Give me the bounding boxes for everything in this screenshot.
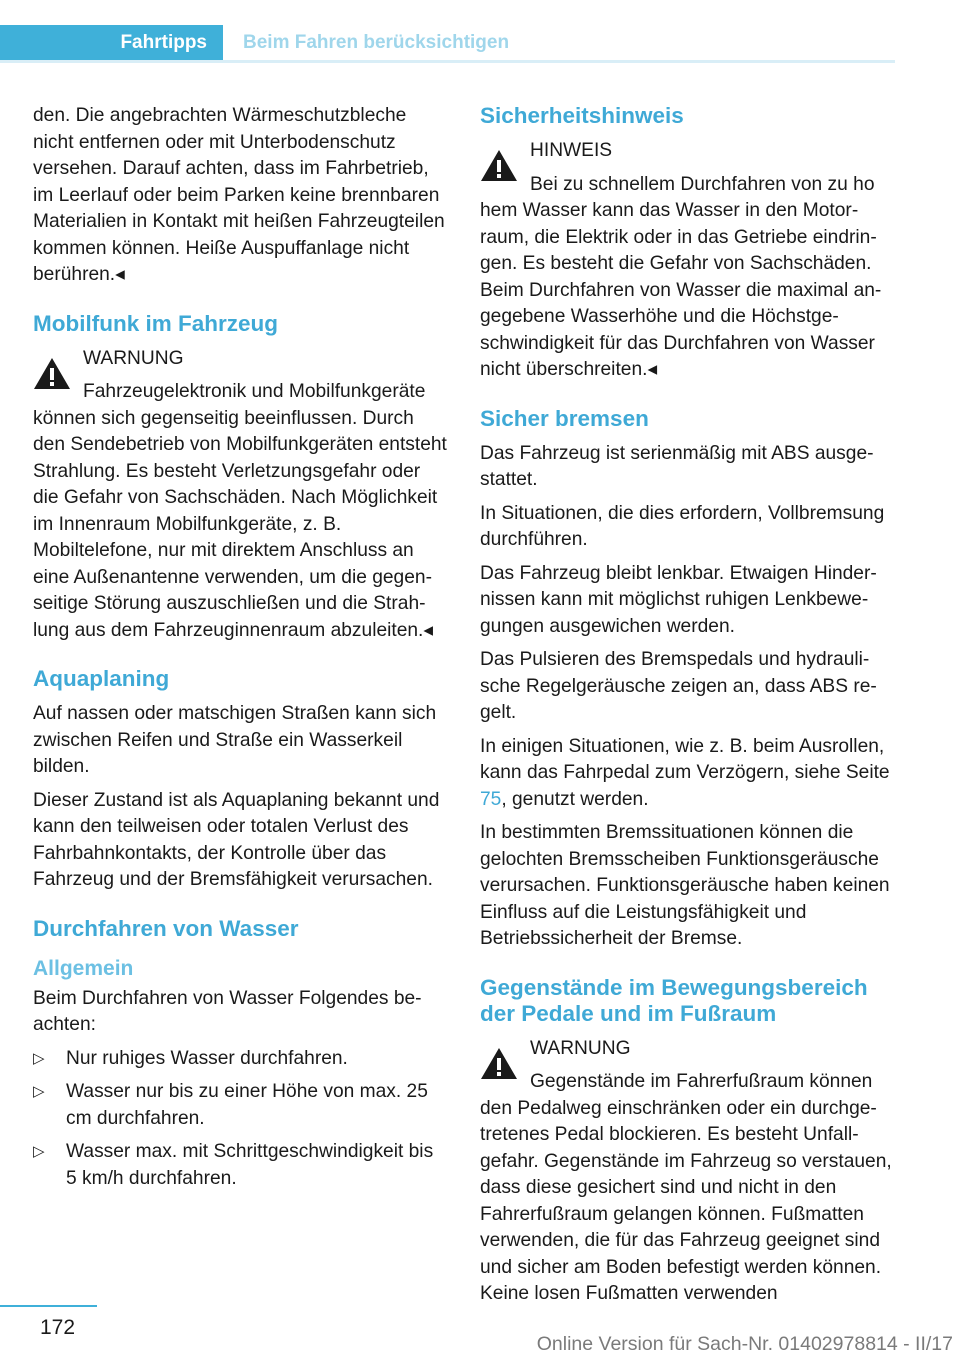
list-item: ▷ Wasser nur bis zu einer Höhe von max. 25 cm durchfahren. — [33, 1081, 428, 1129]
bremsen-paragraph-2: In Situationen, die dies erfordern, Vollbremsung durchführen. — [480, 502, 885, 550]
watermark: Online Version für Sach-Nr. 01402978814 - II/17 — [536, 1333, 953, 1355]
left-column — [33, 103, 448, 1199]
intro-paragraph: den. Die angebrachten Wärmeschutzbleche nicht entfernen oder mit Unterbodenschutz versehen. Darauf achten, dass im Fahrbetrieb, im Leerlauf oder beim Parken keine brennbaren Materialien in Kontakt mit heißen Fahrzeugteilen kommen können. Heiße Auspuffanlage nicht berühren.◂ — [33, 105, 445, 285]
triangle-bullet-icon: ▷ — [33, 1083, 45, 1100]
warning-label: WARNUNG — [530, 1037, 631, 1059]
section-tab: Beim Fahren berücksichtigen — [243, 31, 510, 53]
header-divider — [0, 60, 895, 63]
aquaplaning-paragraph-1: Auf nassen oder matschigen Straßen kann sich zwischen Reifen und Straße ein Wasserkeil bilden. — [33, 703, 437, 777]
list-item: ▷ Nur ruhiges Wasser durchfahren. — [33, 1046, 448, 1073]
heading-bremsen: Sicher bremsen — [480, 405, 649, 431]
warning-block-pedale — [480, 1036, 895, 1308]
triangle-bullet-icon: ▷ — [33, 1143, 45, 1160]
warning-triangle-icon — [480, 148, 518, 182]
heading-mobilfunk: Mobilfunk im Fahrzeug — [33, 310, 278, 336]
list-item: ▷ Wasser max. mit Schrittgeschwindigkeit bis 5 km/h durchfahren. — [33, 1141, 434, 1189]
warning-triangle-icon — [33, 356, 71, 390]
notice-first-line: Bei zu schnellem Durchfahren von zu ho — [530, 173, 875, 195]
warning-first-line: Gegenstände im Fahrerfußraum können — [530, 1071, 873, 1092]
warning-first-line: Fahrzeugelektronik und Mobilfunkgeräte — [83, 381, 426, 402]
wasser-intro: Beim Durchfahren von Wasser Folgendes beachten: — [33, 987, 422, 1035]
bremsen-paragraph-4: Das Pulsieren des Bremspedals und hydraulische Regelgeräusche zeigen an, dass ABS regelt. — [480, 649, 877, 723]
aquaplaning-paragraph-2: Dieser Zustand ist als Aquaplaning bekannt und kann den teilweisen oder totalen Verlust des Fahrbahnkontakts, der Kontrolle über das Fahrzeug und der Bremsfähigkeit verursachen. — [33, 789, 440, 890]
bremsen-paragraph-3: Das Fahrzeug bleibt lenkbar. Etwaigen Hindernissen kann mit möglichst ruhigen Lenkbewegungen ausgewichen werden. — [480, 562, 877, 637]
heading-pedale: Gegenstände im Bewegungsbereich der Pedale und im Fußraum — [480, 974, 868, 1026]
notice-block-wasser — [480, 138, 895, 384]
warning-block-mobilfunk — [33, 346, 448, 645]
wasser-list — [33, 1046, 448, 1193]
footer-divider — [0, 1305, 97, 1307]
page-number: 172 — [40, 1316, 76, 1339]
warning-text: können sich gegenseitig beeinflussen. Durch den Sendebetrieb von Mobilfunkgeräten entsteht Strahlung. Es besteht Verletzungsgefahr oder die Gefahr von Sachschäden. Nach Möglichkeit im Innenraum Mobilfunkgeräte, z. B. Mobiltelefone, nur mit direktem Anschluss an eine Außenantenne verwenden, um die gegenseitige Störung auszuschließen und die Strahlung aus dem Fahrzeuginnenraum abzuleiten.◂ — [33, 407, 447, 641]
triangle-bullet-icon: ▷ — [33, 1049, 45, 1067]
notice-label: HINWEIS — [530, 140, 613, 161]
page-header — [0, 25, 895, 63]
heading-sicherheit: Sicherheitshinweis — [480, 103, 684, 128]
chapter-tab: Fahrtipps — [0, 25, 223, 60]
warning-text: den Pedalweg einschränken oder ein durchgetretenes Pedal blockieren. Es besteht Unfallgefahr. Gegenstände im Fahrzeug so verstauen, dass diese gesichert sind und nicht in den Fahrerfußraum gelangen können. Fußmatten verwenden, die für das Fahrzeug geeignet sind und sicher am Boden befestigt werden können. Keine losen Fußmatten verwenden — [480, 1097, 892, 1304]
heading-wasser: Durchfahren von Wasser — [33, 915, 299, 941]
warning-triangle-icon — [480, 1046, 518, 1080]
right-column — [480, 103, 895, 1318]
bremsen-paragraph-5: In einigen Situationen, wie z. B. beim Ausrollen, kann das Fahrpedal zum Verzögern, siehe Seite 75, genutzt werden. — [480, 735, 890, 810]
notice-text: hem Wasser kann das Wasser in den Motorraum, die Elektrik oder in das Getriebe eindringen. Es besteht die Gefahr von Sachschäden. Beim Durchfahren von Wasser die maximal angegebene Wasserhöhe und die Höchstgeschwindigkeit für das Durchfahren von Wasser nicht überschreiten.◂ — [480, 200, 882, 380]
warning-label: WARNUNG — [83, 347, 184, 369]
bremsen-paragraph-1: Das Fahrzeug ist serienmäßig mit ABS ausgestattet. — [480, 442, 874, 490]
subheading-allgemein: Allgemein — [33, 956, 134, 980]
page-reference-link[interactable]: 75 — [480, 788, 502, 810]
bremsen-paragraph-6: In bestimmten Bremssituationen können die gelochten Bremsscheiben Funktionsgeräusche verursachen. Funktionsgeräusche haben keinen Einfluss auf die Leistungsfähigkeit und Betriebssicherheit der Bremse. — [480, 822, 890, 949]
heading-aquaplaning: Aquaplaning — [33, 666, 170, 691]
